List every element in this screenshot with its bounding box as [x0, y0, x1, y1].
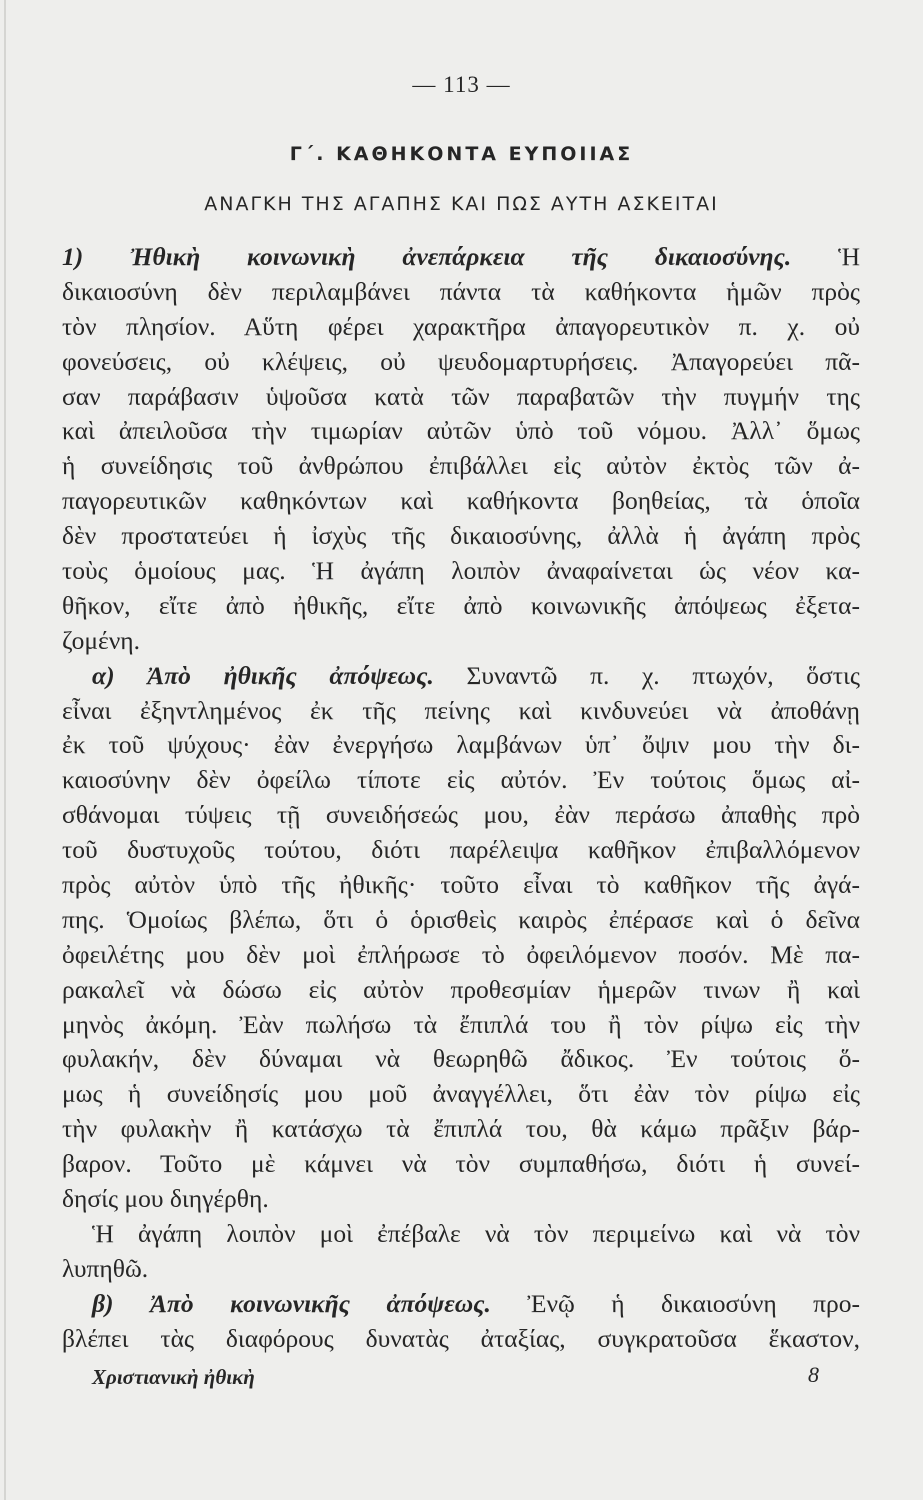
line-text: Ἡ ἀγάπη λοιπὸν μοὶ ἐπέβαλε νὰ τὸν περιμείνω καὶ νὰ τὸν: [92, 1218, 860, 1248]
line-text: καὶ ἀπειλοῦσα τὴν τιμωρίαν αὐτῶν ὑπὸ τοῦ νόμου. Ἀλλ᾿ ὅμως: [62, 416, 860, 446]
text-line: [62, 1008, 860, 1043]
text-line: [62, 938, 860, 973]
body-text: [62, 240, 860, 1357]
line-text: δὲν προστατεύει ἡ ἰσχὺς τῆς δικαιοσύνης, ἀλλὰ ἡ ἀγάπη πρὸς: [62, 521, 860, 551]
text-line: [62, 310, 860, 345]
text-line: [62, 903, 860, 938]
text-line: [62, 1077, 860, 1112]
text-line: [62, 763, 860, 798]
text-line: [62, 240, 860, 275]
text-line: [62, 519, 860, 554]
text-line: [62, 554, 860, 589]
text-line: [62, 624, 860, 659]
line-text: τοὺς ὁμοίους μας. Ἡ ἀγάπη λοιπὸν ἀναφαίνεται ὡς νέον κα-: [62, 556, 860, 586]
line-text: παγορευτικῶν καθηκόντων καὶ καθήκοντα βοηθείας, τὰ ὁποῖα: [62, 486, 860, 516]
line-text: σαν παράβασιν ὑψοῦσα κατὰ τῶν παραβατῶν τὴν πυγμήν της: [62, 381, 860, 411]
page-number: — 113 —: [412, 72, 511, 97]
line-text: Ἡ: [791, 242, 860, 271]
paragraph-heading: 1) Ἠθικὴ κοινωνικὴ ἀνεπάρκεια τῆς δικαιοσύνης.: [62, 242, 792, 271]
text-line: [62, 589, 860, 624]
line-text: θῆκον, εἴτε ἀπὸ ἠθικῆς, εἴτε ἀπὸ κοινωνικῆς ἀπόψεως ἐξετα-: [62, 590, 860, 620]
line-text: βαρον. Τοῦτο μὲ κάμνει νὰ τὸν συμπαθήσω, διότι ἡ συνεί-: [62, 1149, 860, 1179]
text-line: [62, 833, 860, 868]
line-text: τοῦ δυστυχοῦς τούτου, διότι παρέλειψα καθῆκον ἐπιβαλλόμενον: [62, 835, 860, 865]
line-text: ζομένη.: [62, 625, 140, 655]
line-text: καιοσύνην δὲν ὀφείλω τίποτε εἰς αὐτόν. Ἐν τούτοις ὅμως αἰ-: [62, 765, 860, 795]
text-line: [62, 1287, 860, 1322]
text-line: [62, 1042, 860, 1077]
text-line: [62, 1147, 860, 1182]
text-line: [62, 1182, 860, 1217]
text-line: [62, 1252, 860, 1287]
paragraph-heading: α) Ἀπὸ ἠθικῆς ἀπόψεως.: [92, 660, 434, 690]
line-text: λυπηθῶ.: [62, 1253, 149, 1283]
text-line: [62, 728, 860, 763]
text-line: [62, 414, 860, 449]
footer-book-title: Χριστιανικὴ ἠθικὴ: [92, 1365, 255, 1389]
line-text: ὀφειλέτης μου δὲν μοὶ ἐπλήρωσε τὸ ὀφειλόμενον ποσόν. Μὲ πα-: [62, 939, 860, 969]
line-text: πρὸς αὐτὸν ὑπὸ τῆς ἠθικῆς· τοῦτο εἶναι τὸ καθῆκον τῆς ἀγά-: [62, 870, 860, 900]
line-text: φονεύσεις, οὐ κλέψεις, οὐ ψευδομαρτυρήσεις. Ἀπαγορεύει πᾶ-: [62, 346, 860, 376]
text-line: [62, 484, 860, 519]
line-text: φυλακήν, δὲν δύναμαι νὰ θεωρηθῶ ἄδικος. Ἐν τούτοις ὅ-: [62, 1044, 860, 1074]
text-line: [62, 694, 860, 729]
line-text: Συναντῶ π. χ. πτωχόν, ὅστις: [433, 660, 860, 690]
text-line: [62, 275, 860, 310]
text-line: [62, 973, 860, 1008]
text-line: [62, 345, 860, 380]
line-text: Ἐνῷ ἡ δικαιοσύνη προ-: [490, 1288, 861, 1318]
text-line: [62, 1322, 860, 1357]
text-line: [62, 449, 860, 484]
text-line: [62, 1217, 860, 1252]
line-text: ἡ συνείδησις τοῦ ἀνθρώπου ἐπιβάλλει εἰς αὐτὸν ἐκτὸς τῶν ἀ-: [62, 451, 860, 481]
line-text: πης. Ὁμοίως βλέπω, ὅτι ὁ ὁρισθεὶς καιρὸς ἐπέρασε καὶ ὁ δεῖνα: [62, 904, 860, 934]
text-line: [62, 659, 860, 694]
paragraph-heading: β) Ἀπὸ κοινωνικῆς ἀπόψεως.: [92, 1288, 491, 1318]
text-line: [62, 798, 860, 833]
line-text: ρακαλεῖ νὰ δώσω εἰς αὐτὸν προθεσμίαν ἡμερῶν τινων ἢ καὶ: [62, 974, 860, 1004]
line-text: τὴν φυλακὴν ἢ κατάσχω τὰ ἔπιπλά του, θὰ κάμω πρᾶξιν βάρ-: [62, 1114, 860, 1144]
text-line: [62, 1112, 860, 1147]
footer-signature-mark: 8: [808, 1362, 819, 1387]
line-text: δικαιοσύνη δὲν περιλαμβάνει πάντα τὰ καθήκοντα ἡμῶν πρὸς: [62, 276, 860, 306]
line-text: δησίς μου διηγέρθη.: [62, 1184, 269, 1214]
line-text: μηνὸς ἀκόμη. Ἐὰν πωλήσω τὰ ἔπιπλά του ἢ τὸν ρίψω εἰς τὴν: [62, 1009, 860, 1039]
line-text: ἐκ τοῦ ψύχους· ἐὰν ἐνεργήσω λαμβάνων ὑπ᾿ ὄψιν μου τὴν δι-: [62, 730, 860, 760]
chapter-heading: Γ΄. ΚΑΘΗΚΟΝΤΑ ΕΥΠΟΙΙΑΣ: [289, 143, 634, 165]
line-text: βλέπει τὰς διαφόρους δυνατὰς ἀταξίας, συγκρατοῦσα ἕκαστον,: [62, 1323, 860, 1353]
line-text: τὸν πλησίον. Αὕτη φέρει χαρακτῆρα ἀπαγορευτικὸν π. χ. οὐ: [62, 311, 860, 341]
text-line: [62, 868, 860, 903]
line-text: εἶναι ἐξηντλημένος ἐκ τῆς πείνης καὶ κινδυνεύει νὰ ἀποθάνῃ: [62, 695, 860, 725]
line-text: σθάνομαι τύψεις τῇ συνειδήσεώς μου, ἐὰν περάσω ἀπαθὴς πρὸ: [62, 800, 860, 830]
section-heading: ΑΝΑΓΚΗ ΤΗΣ ΑΓΑΠΗΣ ΚΑΙ ΠΩΣ ΑΥΤΗ ΑΣΚΕΙΤΑΙ: [204, 193, 719, 215]
page-edge: [4, 0, 6, 1500]
line-text: μως ἡ συνείδησίς μου μοῦ ἀναγγέλλει, ὅτι ἐὰν τὸν ρίψω εἰς: [62, 1079, 860, 1109]
text-line: [62, 380, 860, 415]
